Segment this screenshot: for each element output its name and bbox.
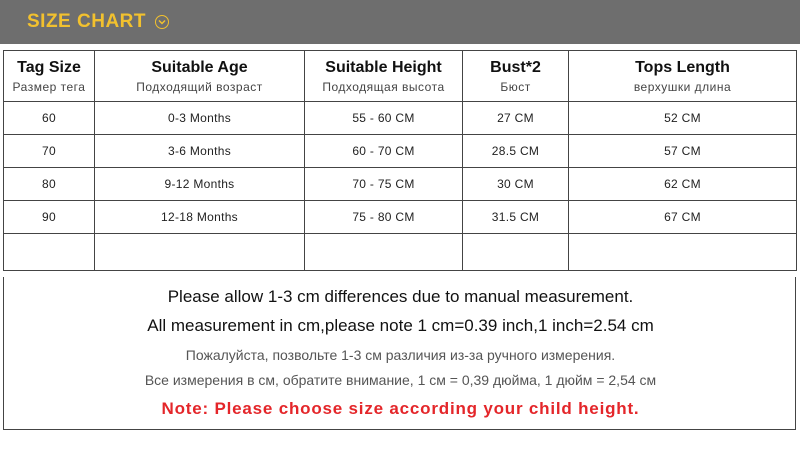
cell-height: 75 - 80 CM xyxy=(305,201,463,234)
cell-age: 12-18 Months xyxy=(95,201,305,234)
empty-cell xyxy=(95,234,305,271)
column-header-label: Tops Length xyxy=(635,59,730,76)
column-header-sublabel: Бюст xyxy=(500,80,531,94)
measurement-notes xyxy=(3,277,796,430)
note-tolerance-ru: Пожалуйста, позвольте 1-3 см различия из-за ручного измерения. xyxy=(185,347,616,363)
cell-tag-size: 80 xyxy=(4,168,95,201)
column-header-sublabel: Размер тега xyxy=(12,80,86,94)
table-row xyxy=(4,201,797,234)
column-header-sublabel: верхушки длина xyxy=(633,80,732,94)
column-header-tops-length xyxy=(569,51,797,102)
cell-tops-length: 62 CM xyxy=(569,168,797,201)
cell-age: 9-12 Months xyxy=(95,168,305,201)
column-header-label: Suitable Age xyxy=(151,59,248,76)
cell-height: 60 - 70 CM xyxy=(305,135,463,168)
column-header-sublabel: Подходящий возраст xyxy=(136,80,263,94)
cell-bust: 28.5 CM xyxy=(463,135,569,168)
size-chart-header xyxy=(0,0,800,44)
cell-bust: 27 CM xyxy=(463,102,569,135)
column-header-label: Tag Size xyxy=(17,59,81,76)
cell-tag-size: 90 xyxy=(4,201,95,234)
column-header-sublabel: Подходящая высота xyxy=(322,80,445,94)
note-choose-size: Note: Please choose size according your child height. xyxy=(161,399,640,418)
column-header-tag-size xyxy=(4,51,95,102)
cell-age: 3-6 Months xyxy=(95,135,305,168)
cell-height: 55 - 60 CM xyxy=(305,102,463,135)
cell-bust: 30 CM xyxy=(463,168,569,201)
column-header-suitable-age xyxy=(95,51,305,102)
cell-tops-length: 52 CM xyxy=(569,102,797,135)
column-header-suitable-height xyxy=(305,51,463,102)
empty-cell xyxy=(463,234,569,271)
table-row xyxy=(4,135,797,168)
table-row xyxy=(4,102,797,135)
empty-cell xyxy=(569,234,797,271)
cell-age: 0-3 Months xyxy=(95,102,305,135)
cell-tag-size: 70 xyxy=(4,135,95,168)
chevron-down-circle-icon xyxy=(155,15,169,29)
size-table xyxy=(3,50,797,271)
cell-tag-size: 60 xyxy=(4,102,95,135)
cell-bust: 31.5 CM xyxy=(463,201,569,234)
size-chart-title: SIZE CHART xyxy=(27,11,146,32)
table-row xyxy=(4,168,797,201)
cell-height: 70 - 75 CM xyxy=(305,168,463,201)
column-header-label: Bust*2 xyxy=(490,59,541,76)
note-units-ru: Все измерения в см, обратите внимание, 1 см = 0,39 дюйма, 1 дюйм = 2,54 см xyxy=(144,372,657,388)
cell-tops-length: 67 CM xyxy=(569,201,797,234)
table-header-row xyxy=(4,51,797,102)
cell-tops-length: 57 CM xyxy=(569,135,797,168)
column-header-label: Suitable Height xyxy=(325,59,442,76)
column-header-bust xyxy=(463,51,569,102)
note-units-en: All measurement in cm,please note 1 cm=0.39 inch,1 inch=2.54 cm xyxy=(147,316,654,335)
empty-cell xyxy=(305,234,463,271)
note-tolerance-en: Please allow 1-3 cm differences due to manual measurement. xyxy=(167,287,634,306)
empty-cell xyxy=(4,234,95,271)
empty-table-row xyxy=(4,234,797,271)
